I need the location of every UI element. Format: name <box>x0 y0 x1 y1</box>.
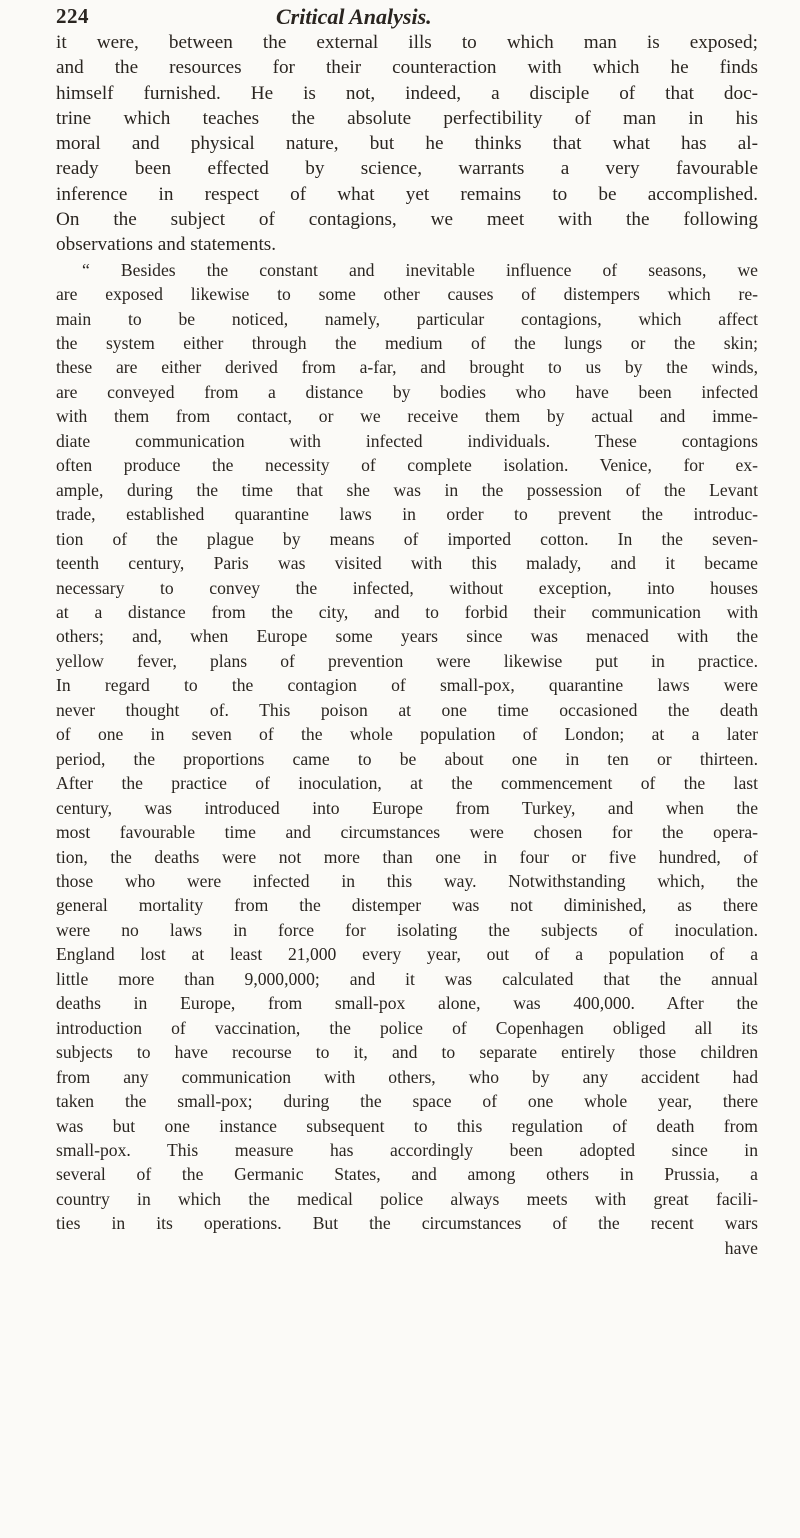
text-line: inference in respect of what yet remains to be accomplished. <box>56 183 758 205</box>
text-line: with them from contact, or we receive them by actual and imme- <box>56 406 758 427</box>
text-line: In regard to the contagion of small-pox, quarantine laws were <box>56 675 758 696</box>
text-line: was but one instance subsequent to this regulation of death from <box>56 1115 758 1136</box>
text-line: those who were infected in this way. Notwithstanding which, the <box>56 871 758 891</box>
text-line: are exposed likewise to some other causes of distempers which re- <box>56 284 758 305</box>
text-line: deaths in Europe, from small-pox alone, was 400,000. After the <box>56 993 758 1014</box>
text-line: main to be noticed, namely, particular contagions, which affect <box>56 308 758 329</box>
text-line: After the practice of inoculation, at the commencement of the last <box>56 773 758 794</box>
text-line: the system either through the medium of the lungs or the skin; <box>56 333 758 354</box>
text-line: and the resources for their counteraction with which he finds <box>56 57 758 79</box>
text-line: tion, the deaths were not more than one in four or five hundred, of <box>56 846 758 867</box>
text-line: general mortality from the distemper was not diminished, as there <box>56 895 758 916</box>
text-line: often produce the necessity of complete isolation. Venice, for ex- <box>56 455 758 476</box>
text-line: England lost at least 21,000 every year, out of a population of a <box>56 944 758 965</box>
text-line: taken the small-pox; during the space of one whole year, there <box>56 1091 758 1112</box>
text-line: On the subject of contagions, we meet with the following <box>56 209 758 231</box>
text-line: moral and physical nature, but he thinks that what has al- <box>56 133 758 155</box>
text-line: ties in its operations. But the circumstances of the recent wars <box>56 1213 758 1234</box>
text-line: little more than 9,000,000; and it was calculated that the annual <box>56 968 758 989</box>
body-text <box>56 30 758 1260</box>
running-title: Critical Analysis. <box>276 4 432 29</box>
text-line: diate communication with infected individuals. These contagions <box>56 430 758 451</box>
text-line: were no laws in force for isolating the subjects of inoculation. <box>56 919 758 940</box>
text-line: trade, established quarantine laws in order to prevent the introduc- <box>56 504 758 525</box>
text-line: most favourable time and circumstances were chosen for the opera- <box>56 822 758 843</box>
text-line: teenth century, Paris was visited with this malady, and it became <box>56 553 758 574</box>
text-line: these are either derived from a-far, and brought to us by the winds, <box>56 357 758 378</box>
lead-paragraph <box>56 30 758 258</box>
text-line: subjects to have recourse to it, and to separate entirely those children <box>56 1042 758 1063</box>
text-line: “ Besides the constant and inevitable influence of seasons, we <box>82 259 758 280</box>
text-line: small-pox. This measure has accordingly been adopted since in <box>56 1139 758 1160</box>
text-line: others; and, when Europe some years since was menaced with the <box>56 626 758 647</box>
text-line: trine which teaches the absolute perfectibility of man in his <box>56 107 758 129</box>
text-line: necessary to convey the infected, without exception, into houses <box>56 577 758 598</box>
text-line: at a distance from the city, and to forbid their communication with <box>56 602 758 623</box>
page-number: 224 <box>56 4 89 28</box>
text-line: country in which the medical police always meets with great facili- <box>56 1188 758 1209</box>
text-line: period, the proportions came to be about one in ten or thirteen. <box>56 748 758 769</box>
text-line: introduction of vaccination, the police of Copenhagen obliged all its <box>56 1017 758 1038</box>
text-line: several of the Germanic States, and among others in Prussia, a <box>56 1164 758 1185</box>
text-line: century, was introduced into Europe from Turkey, and when the <box>56 797 758 818</box>
text-line: from any communication with others, who by any accident had <box>56 1066 758 1087</box>
text-line: never thought of. This poison at one time occasioned the death <box>56 699 758 720</box>
text-line: ample, during the time that she was in the possession of the Levant <box>56 479 758 500</box>
quoted-paragraph <box>56 258 758 1261</box>
text-line: it were, between the external ills to which man is exposed; <box>56 32 758 53</box>
text-line: observations and statements. <box>56 234 277 256</box>
text-line: tion of the plague by means of imported cotton. In the seven- <box>56 528 758 549</box>
text-line: of one in seven of the whole population of London; at a later <box>56 724 758 745</box>
text-line: are conveyed from a distance by bodies who have been infected <box>56 381 758 402</box>
text-line: yellow fever, plans of prevention were likewise put in practice. <box>56 650 758 671</box>
text-line: himself furnished. He is not, indeed, a disciple of that doc- <box>56 82 758 104</box>
text-line: ready been effected by science, warrants a very favourable <box>56 158 758 180</box>
catchword: have <box>724 1237 758 1258</box>
